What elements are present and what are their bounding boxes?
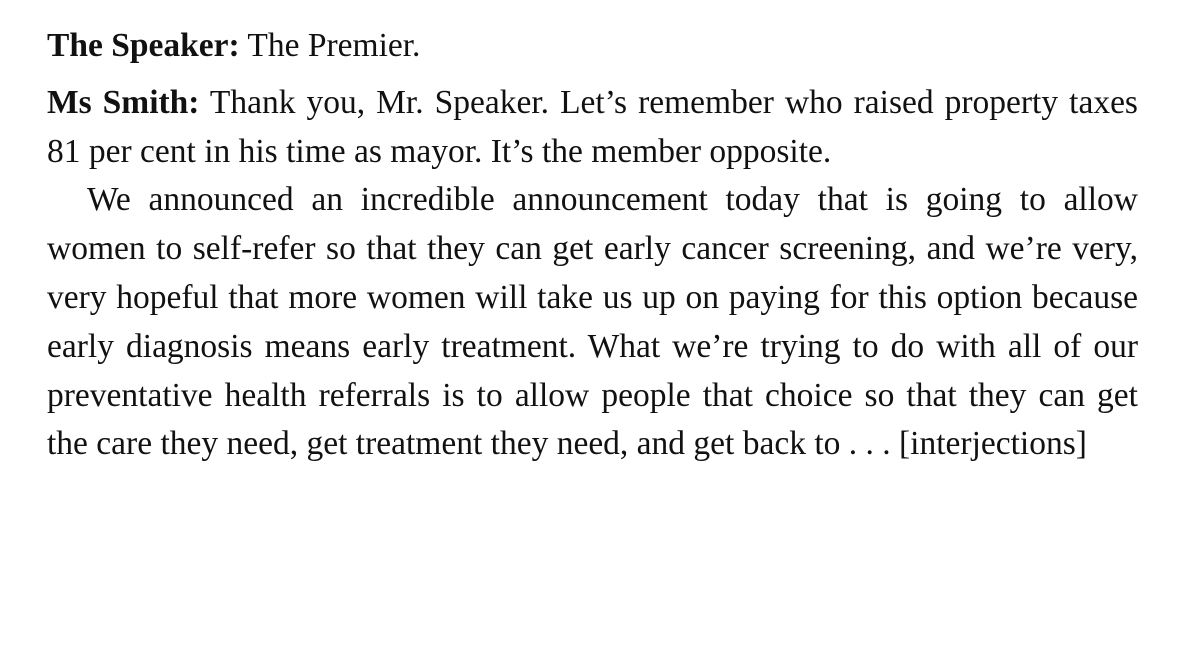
continuation-paragraph: We announced an incredible announcement today that is going to allow women to self-refer so that they can get early cancer screening, and we’re very, very hopeful that more women will take us up on paying for this option because early diagnosis means early treatment. What we’re trying to do with all of our preventative health referrals is to allow people that choice so that they can get the care they need, get treatment they need, and get back to . . . [interjections]	[47, 181, 1138, 463]
premier-paragraph	[47, 79, 1138, 177]
speaker-name: Ms Smith:	[47, 83, 200, 121]
speech-text: Thank you, Mr. Speaker. Let’s remember who raised property taxes 81 per cent in his time as mayor. It’s the member opposite.	[47, 83, 1138, 170]
speech-text: The Premier.	[247, 27, 421, 64]
speaker-paragraph	[47, 22, 1138, 71]
speaker-name: The Speaker:	[47, 27, 240, 64]
